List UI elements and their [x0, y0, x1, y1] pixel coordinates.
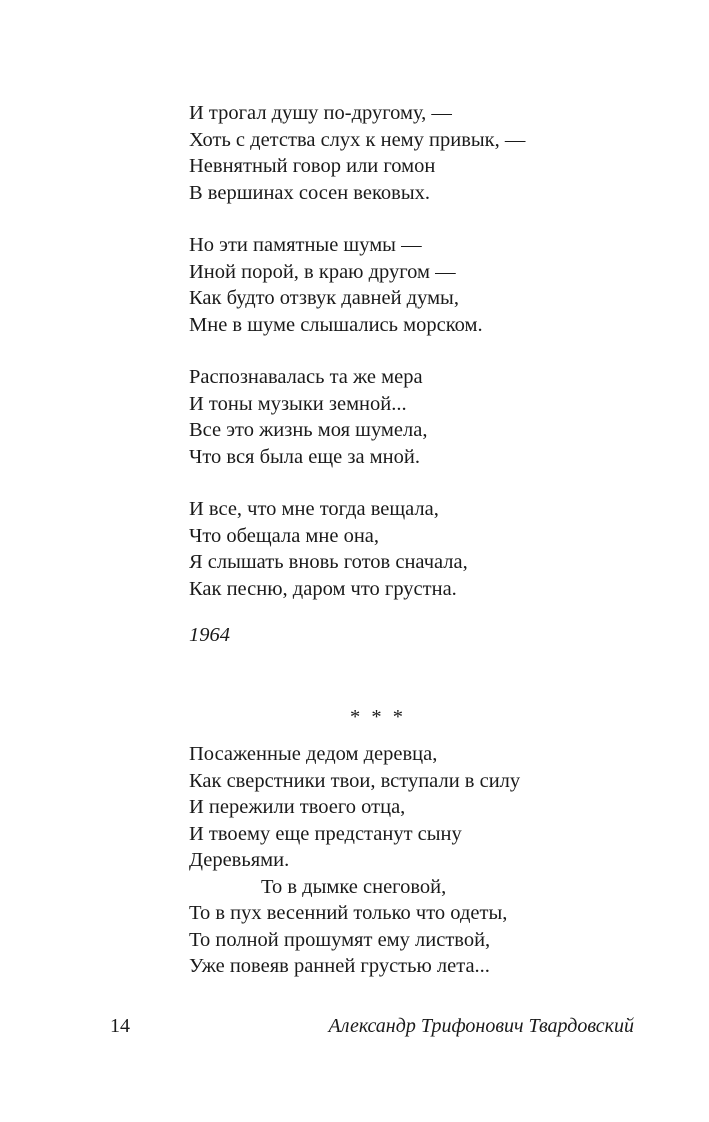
verse-line: Мне в шуме слышались морском. — [189, 313, 483, 336]
verse-line-indented: То в дымке снеговой, — [261, 875, 447, 898]
running-head-author: Александр Трифонович Твардовский — [328, 1015, 634, 1037]
poem-year: 1964 — [189, 624, 230, 646]
verse-line: Уже повеяв ранней грустью лета... — [189, 955, 490, 977]
stanza — [189, 496, 649, 602]
verse-line: Распознавалась та же мера — [189, 366, 423, 388]
verse-line: Что обещала мне она, — [189, 524, 380, 547]
verse-line: Но эти памятные шумы — — [189, 234, 422, 256]
stanza — [189, 100, 649, 206]
verse-line: То в пух весенний только что одеты, — [189, 902, 508, 924]
verse-line: Деревьями. — [189, 849, 290, 871]
verse-line: И тоны музыки земной... — [189, 392, 407, 415]
verse-line: Что вся была еще за мной. — [189, 445, 420, 468]
page-number: 14 — [110, 1015, 130, 1037]
verse-line: Как песню, даром что грустна. — [189, 577, 457, 600]
verse-line: И трогал душу по-другому, — — [189, 102, 452, 124]
verse-line: Я слышать вновь готов сначала, — [189, 551, 468, 573]
verse-line: И твоему еще предстанут сыну — [189, 822, 462, 845]
verse-line: То полной прошумят ему листвой, — [189, 928, 491, 951]
verse-line: И пережили твоего отца, — [189, 796, 406, 818]
verse-line: Как будто отзвук давней думы, — [189, 287, 459, 309]
verse-line: Невнятный говор или гомон — [189, 155, 436, 177]
stanza — [189, 364, 649, 470]
poem-ending — [189, 100, 649, 628]
poem-separator: * * * — [350, 706, 406, 728]
verse-line: Как сверстники твои, вступали в силу — [189, 769, 521, 792]
verse-line: И все, что мне тогда вещала, — [189, 498, 439, 520]
verse-line: Все это жизнь моя шумела, — [189, 419, 428, 441]
poem-untitled — [189, 741, 649, 980]
verse-line: Иной порой, в краю другом — — [189, 260, 456, 283]
stanza — [189, 232, 649, 338]
verse-line: Посаженные дедом деревца, — [189, 743, 438, 765]
page-footer — [110, 1012, 634, 1040]
verse-line: Хоть с детства слух к нему привык, — — [189, 128, 526, 151]
verse-line: В вершинах сосен вековых. — [189, 181, 430, 204]
